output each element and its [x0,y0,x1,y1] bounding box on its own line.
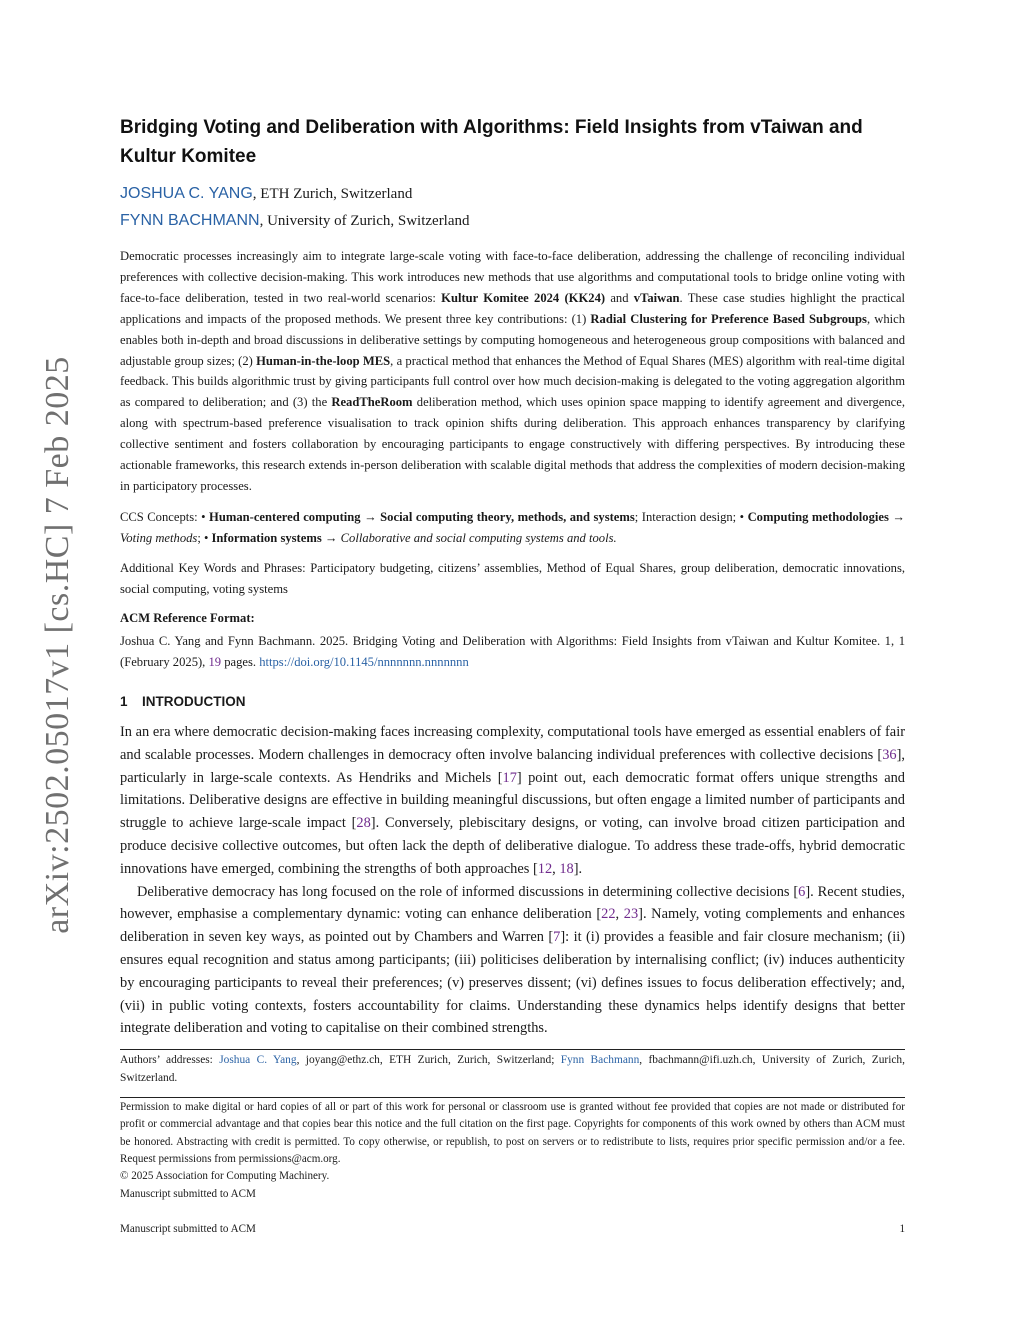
abstract-text: and [605,290,634,305]
acm-reference [120,631,905,673]
acm-reference-text: Joshua C. Yang and Fynn Bachmann. 2025. Bridging Voting and Deliberation with Algorithms: Field Insights from vTaiwan and Kultur Komitee. 1, 1 (February 2025), [120,634,905,669]
author-2-affiliation: , University of Zurich, Switzerland [259,213,470,229]
ccs-term: Collaborative and social computing systems and tools. [340,530,617,545]
author-2 [120,211,470,231]
page-number: 1 [899,1223,905,1235]
ccs-arrow: → [888,510,905,524]
author-1-name[interactable]: JOSHUA C. YANG [120,185,253,202]
introduction-body [120,721,905,1040]
paper-title: Bridging Voting and Deliberation with Algorithms: Field Insights from vTaiwan and Kultur Komitee [120,117,863,167]
address-text: , joyang@ethz.ch, ETH Zurich, Zurich, Switzerland; [296,1054,561,1066]
addresses-label: Authors’ addresses: [120,1054,220,1066]
intro-paragraph-2 [120,881,905,1041]
abstract-text: deliberation method, which uses opinion space mapping to identify agreement and divergence, along with spectrum-based preference visualisation to track opinion shifts during deliberation. This approach enhances transparency by clarifying collective sentiment and fosters collaboration by encouraging participants to engage constructively with differing perspectives. By introducing these actionable frameworks, this research extends in-person deliberation with scalable digital methods that address the complexities of modern decision-making in participatory processes. [120,395,905,493]
abstract-contribution-3: ReadTheRoom [331,395,413,410]
footnote-divider [120,1049,905,1050]
arxiv-sidebar-stamp: arXiv:2502.05017v1 [cs.HC] 7 Feb 2025 [39,356,76,934]
permission-divider [120,1097,905,1098]
ccs-term: Computing methodologies [747,510,889,524]
section-number: 1 [120,694,128,709]
abstract-text: , a practical method that enhances the Method of Equal Shares (MES) algorithm with real-time digital feedback. This builds algorithmic trust by giving participants full control over how much decision-making is delegated to the voting aggregation algorithm as compared to deliberation; and (3) the [120,353,905,410]
citation-link[interactable]: 12 [537,860,553,877]
intro-text: ]. Recent studies, however, emphasise a complementary dynamic: voting can enhance deliberation [ [120,883,905,923]
abstract-kk24: Kultur Komitee 2024 (KK24) [441,290,606,305]
abstract-vtaiwan: vTaiwan [633,290,680,305]
abstract-contribution-2: Human-in-the-loop MES [256,353,391,368]
author-1-affiliation: , ETH Zurich, Switzerland [252,186,413,202]
author-1-link[interactable]: Joshua C. Yang [219,1054,297,1066]
doi-link[interactable]: https://doi.org/10.1145/nnnnnnn.nnnnnnn [259,654,469,669]
section-heading [120,694,246,709]
abstract-contribution-1: Radial Clustering for Preference Based Subgroups [590,311,867,326]
copyright-notice: © 2025 Association for Computing Machinery. [120,1170,330,1182]
abstract [120,246,905,497]
ccs-concepts [120,507,905,549]
author-1 [120,184,412,204]
ccs-arrow: → [321,530,341,545]
intro-text: , [552,860,560,877]
citation-link[interactable]: 17 [502,769,517,786]
intro-text: ]: it (i) provides a feasible and fair closure mechanism; (ii) ensures equal recognition and status among participants; (iii) politicises deliberation by internalising conflict; (iv) induces authenticity by encouraging participants to reveal their preferences; (v) preserves dissent; (vi) defines issues to focus deliberation effectively; and, (vii) in public voting contexts, fosters accountability for claims. Understanding these dynamics helps identify designs that better integrate deliberation and voting to capitalise on their combined strengths. [120,929,905,1037]
citation-link[interactable]: 22 [601,906,616,923]
authors-addresses [120,1051,905,1087]
intro-text: ]. Namely, voting complements and enhances deliberation in seven key ways, as pointed out by Chambers and Warren [ [120,906,905,946]
author-2-link[interactable]: Fynn Bachmann [560,1054,640,1066]
permission-notice: Permission to make digital or hard copies of all or part of this work for personal or classroom use is granted without fee provided that copies are not made or distributed for profit or commercial advantage and that copies bear this notice and the full citation on the first page. Copyrights for components of this work owned by others than ACM must be honored. Abstracting with credit is permitted. To copy otherwise, or republish, to post on servers or to redistribute to lists, requires prior specific permission and/or a fee. Request permissions from permissions@acm.org. [120,1101,905,1166]
abstract-text: . These case studies highlight the practical applications and impacts of the proposed methods. We present three key contributions: (1) [120,290,906,326]
author-2-name[interactable]: FYNN BACHMANN [120,212,260,229]
intro-paragraph-1 [120,721,905,881]
intro-text: ]. [573,860,583,877]
footer-left: Manuscript submitted to ACM [120,1223,256,1235]
ccs-arrow: → [360,510,381,524]
intro-text: Deliberative democracy has long focused on the role of informed discussions in determining collective decisions [ [137,883,799,900]
intro-text: , [615,906,624,923]
ccs-term: Social computing theory, methods, and systems [380,510,635,524]
intro-text: ] point out, each democratic format offers unique strengths and limitations. Deliberative designs are effective in building meaningful discussions, but often engage a limited number of participants and struggle to achieve large-scale impact [ [120,769,906,832]
ccs-sep: ; Interaction design; • [634,510,748,524]
intro-text: In an era where democratic decision-making faces increasing complexity, computational tools have emerged as essential enablers of fair and scalable processes. Modern challenges in democracy often involve balancing individual preferences with collective decisions [ [120,724,905,763]
page-count-link[interactable]: 19 [208,654,222,669]
ccs-label: CCS Concepts: • [120,510,210,524]
citation-link[interactable]: 36 [882,746,897,763]
citation-link[interactable]: 7 [553,929,561,946]
abstract-text: Democratic processes increasingly aim to integrate large-scale voting with face-to-face deliberation, addressing the challenge of reconciling individual preferences with collective decision-making. This work introduces new methods that use algorithms and computational tools to bridge online voting with face-to-face deliberation, tested in two real-world scenarios: [120,249,905,305]
citation-link[interactable]: 6 [798,883,806,900]
citation-link[interactable]: 28 [356,815,371,832]
citation-link[interactable]: 18 [559,860,574,877]
acm-reference-heading: ACM Reference Format: [120,611,255,625]
submission-note: Manuscript submitted to ACM [120,1188,256,1200]
citation-link[interactable]: 23 [623,906,639,923]
ccs-term: Human-centered computing [209,510,361,524]
ccs-term: Voting methods [120,530,198,545]
intro-text: ]. Conversely, plebiscitary designs, or voting, can involve broad citizen participation and produce decisive collective outcomes, but often lack the depth of deliberative dialogue. To address these trade-offs, hybrid democratic innovations have emerged, combining the strengths of both approaches [ [120,815,905,877]
abstract-text: , which enables both in-depth and broad discussions in deliberative settings by computing homogeneous and heterogeneous group compositions with balanced and adjustable group sizes; (2) [120,311,905,368]
address-text: , fbachmann@ifi.uzh.ch, University of Zurich, Zurich, Switzerland. [120,1054,905,1084]
keywords: Additional Key Words and Phrases: Participatory budgeting, citizens’ assemblies, Method of Equal Shares, group deliberation, democratic innovations, social computing, voting systems [120,561,905,596]
ccs-term: Information systems [211,530,322,545]
intro-text: ], particularly in large-scale contexts. As Hendriks and Michels [ [120,746,905,786]
acm-reference-text: pages. [221,654,260,669]
ccs-sep: ; • [197,530,212,545]
section-title: INTRODUCTION [142,694,246,709]
